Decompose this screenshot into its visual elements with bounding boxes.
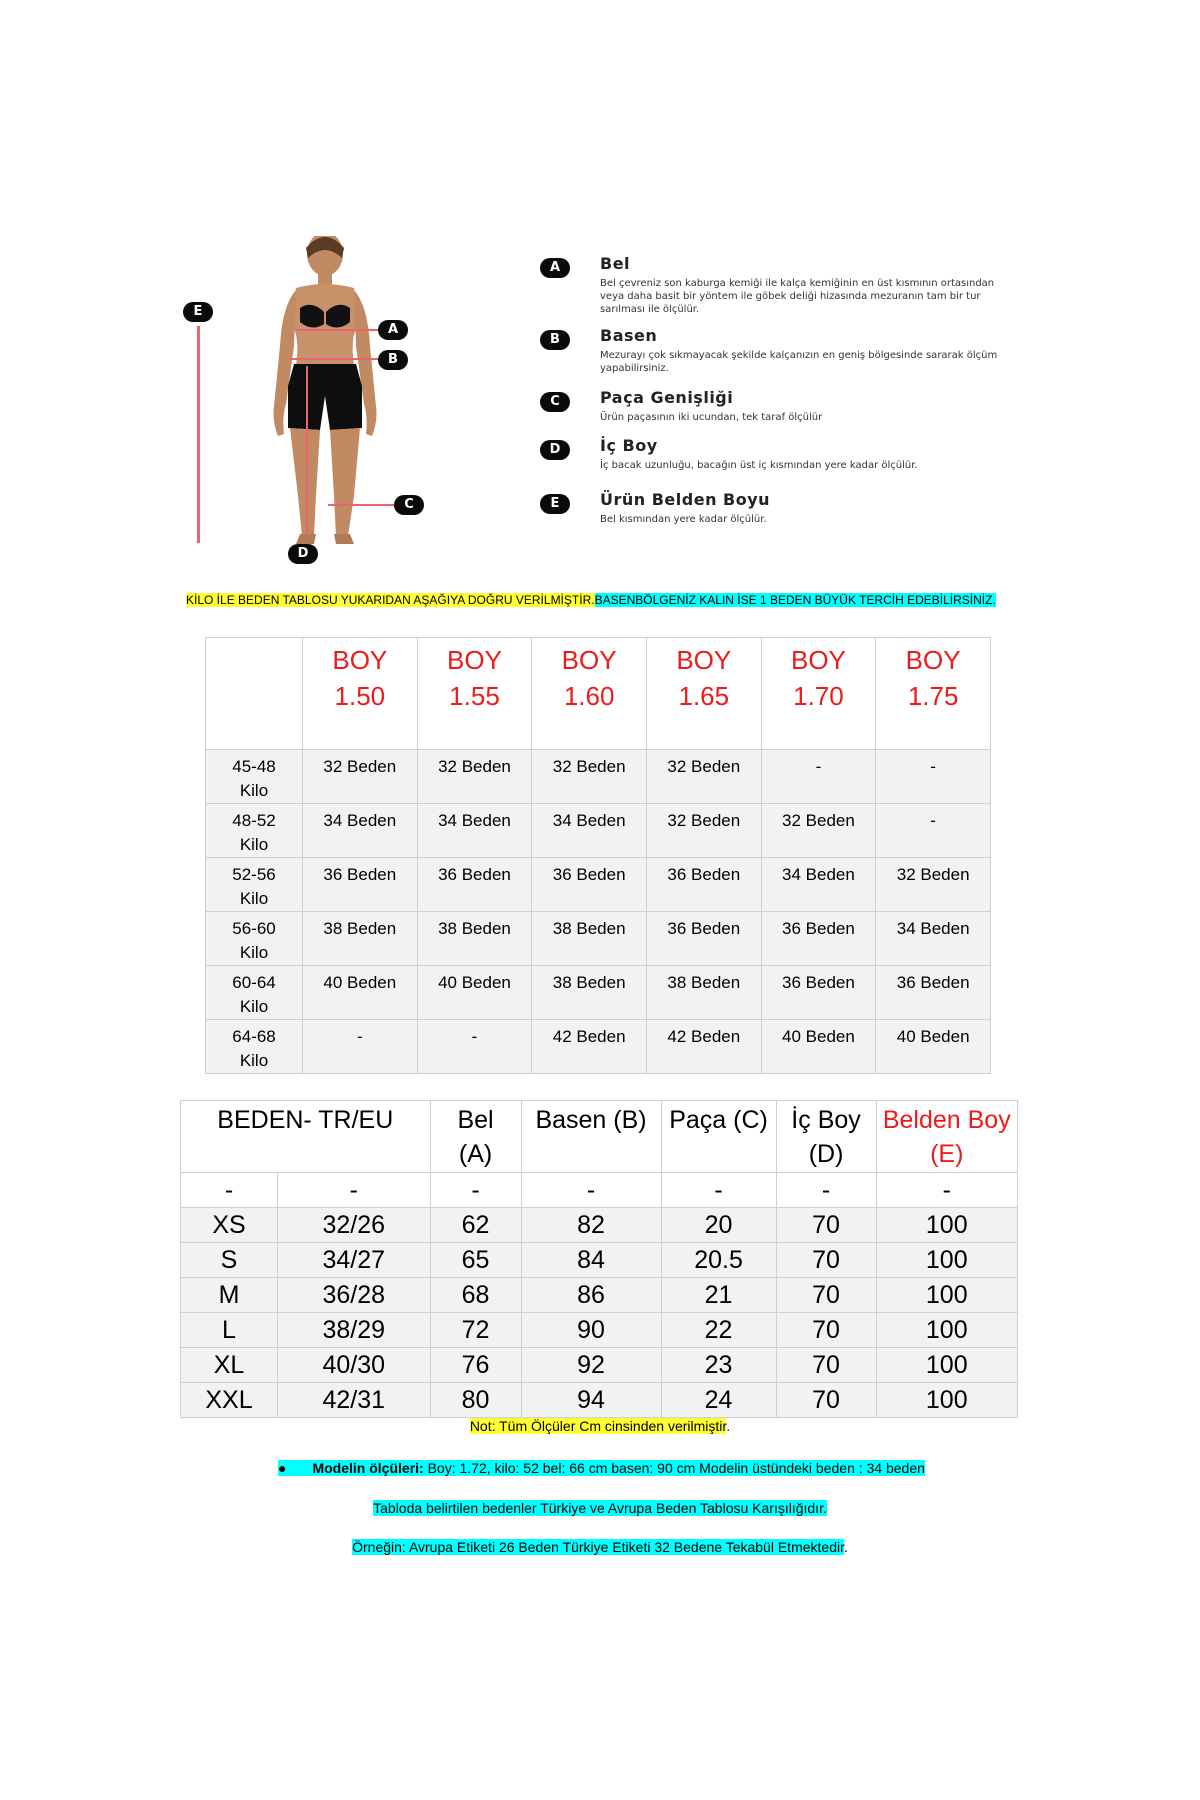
- boy-header: BOY 1.75: [876, 638, 991, 750]
- boy-header: BOY 1.70: [761, 638, 876, 750]
- size-cell: -: [876, 750, 991, 804]
- body-measurement-figure: [178, 236, 414, 566]
- marker-e-icon: E: [183, 302, 213, 322]
- table-row: [206, 858, 991, 912]
- legend-title: Ürün Belden Boyu: [600, 490, 771, 509]
- bullet-icon: ●: [278, 1460, 287, 1476]
- notice-line: [186, 593, 996, 607]
- bel-cell: 62: [430, 1208, 521, 1243]
- paca-cell: 22: [661, 1313, 776, 1348]
- belden-cell: 100: [876, 1208, 1017, 1243]
- size-cell: XL: [181, 1348, 278, 1383]
- size-cell: 32 Beden: [303, 750, 418, 804]
- size-cell: 38 Beden: [646, 966, 761, 1020]
- table-row: [206, 804, 991, 858]
- belden-cell: 100: [876, 1278, 1017, 1313]
- example-note: Örneğin: Avrupa Etiketi 26 Beden Türkiye Etiketi 32 Bedene Tekabül Etmektedir.: [352, 1539, 848, 1555]
- belden-boy-header: Belden Boy (E): [876, 1101, 1017, 1173]
- legend-desc: İç bacak uzunluğu, bacağın üst iç kısmından yere kadar ölçülür.: [600, 460, 918, 471]
- basen-cell: 94: [521, 1383, 661, 1418]
- belden-cell: -: [876, 1173, 1017, 1208]
- size-cell: 40 Beden: [417, 966, 532, 1020]
- legend-item-icboy: [540, 436, 1010, 490]
- size-cell: 40 Beden: [876, 1020, 991, 1074]
- eu-cell: 34/27: [278, 1243, 431, 1278]
- paca-cell: 20: [661, 1208, 776, 1243]
- paca-header: Paça (C): [661, 1101, 776, 1173]
- legend-title: Basen: [600, 326, 658, 345]
- size-cell: 36 Beden: [532, 858, 647, 912]
- legend-e-icon: E: [540, 494, 570, 514]
- table-row: [181, 1313, 1018, 1348]
- bel-header: Bel (A): [430, 1101, 521, 1173]
- eu-cell: -: [278, 1173, 431, 1208]
- icboy-cell: 70: [776, 1208, 876, 1243]
- notice-part-yellow: KİLO İLE BEDEN TABLOSU YUKARIDAN AŞAĞIYA DOĞRU VERİLMİŞTİR.: [186, 593, 595, 607]
- marker-d-icon: D: [288, 544, 318, 564]
- paca-cell: 21: [661, 1278, 776, 1313]
- size-cell: 32 Beden: [417, 750, 532, 804]
- icboy-cell: 70: [776, 1383, 876, 1418]
- size-cell: 38 Beden: [303, 912, 418, 966]
- legend-item-belden-boyu: [540, 490, 1010, 536]
- icboy-cell: -: [776, 1173, 876, 1208]
- legend-desc: Bel kısmından yere kadar ölçülür.: [600, 514, 767, 525]
- size-cell: 40 Beden: [303, 966, 418, 1020]
- size-cell: -: [303, 1020, 418, 1074]
- belden-cell: 100: [876, 1383, 1017, 1418]
- legend-item-paca: [540, 388, 1010, 436]
- basen-cell: 90: [521, 1313, 661, 1348]
- kilo-cell: 56-60 Kilo: [206, 912, 303, 966]
- table-row: [206, 750, 991, 804]
- legend-title: Paça Genişliği: [600, 388, 734, 407]
- eu-cell: 32/26: [278, 1208, 431, 1243]
- size-cell: 34 Beden: [303, 804, 418, 858]
- eu-cell: 42/31: [278, 1383, 431, 1418]
- boy-header: BOY 1.55: [417, 638, 532, 750]
- size-cell: -: [417, 1020, 532, 1074]
- size-cell: 34 Beden: [876, 912, 991, 966]
- belden-cell: 100: [876, 1348, 1017, 1383]
- icboy-cell: 70: [776, 1278, 876, 1313]
- measurement-legend: [540, 254, 1010, 536]
- paca-cell: 20.5: [661, 1243, 776, 1278]
- size-cell: 38 Beden: [532, 966, 647, 1020]
- table-row: [181, 1173, 1018, 1208]
- marker-b-icon: B: [378, 350, 408, 370]
- size-cell: 32 Beden: [761, 804, 876, 858]
- size-cell: 32 Beden: [532, 750, 647, 804]
- size-cell: 42 Beden: [532, 1020, 647, 1074]
- kilo-cell: 64-68 Kilo: [206, 1020, 303, 1074]
- size-cell: -: [761, 750, 876, 804]
- basen-cell: 86: [521, 1278, 661, 1313]
- table-row: [181, 1348, 1018, 1383]
- table-header-row: [206, 638, 991, 750]
- kilo-cell: 48-52 Kilo: [206, 804, 303, 858]
- size-cell: 36 Beden: [303, 858, 418, 912]
- size-cell: -: [876, 804, 991, 858]
- size-cell: 34 Beden: [417, 804, 532, 858]
- size-measurement-table: [180, 1100, 1018, 1418]
- notice-part-cyan: BASENBÖLGENİZ KALIN İSE 1 BEDEN BÜYÜK TERCİH EDEBİLİRSİNİZ.: [594, 593, 996, 607]
- size-cell: 36 Beden: [876, 966, 991, 1020]
- kilo-cell: 52-56 Kilo: [206, 858, 303, 912]
- model-measurements-note: [278, 1460, 925, 1476]
- measure-line-e: [197, 326, 200, 543]
- belden-cell: 100: [876, 1243, 1017, 1278]
- size-cell: 32 Beden: [646, 750, 761, 804]
- paca-cell: 23: [661, 1348, 776, 1383]
- boy-header: BOY 1.50: [303, 638, 418, 750]
- icboy-header: İç Boy (D): [776, 1101, 876, 1173]
- size-cell: 36 Beden: [646, 858, 761, 912]
- boy-header: BOY 1.65: [646, 638, 761, 750]
- basen-cell: 82: [521, 1208, 661, 1243]
- size-cell: 34 Beden: [761, 858, 876, 912]
- eu-cell: 36/28: [278, 1278, 431, 1313]
- table-row: [206, 1020, 991, 1074]
- size-cell: XXL: [181, 1383, 278, 1418]
- size-cell: 34 Beden: [532, 804, 647, 858]
- model-silhouette: [178, 236, 408, 566]
- legend-item-basen: [540, 326, 1010, 388]
- table-row: [181, 1383, 1018, 1418]
- paca-cell: 24: [661, 1383, 776, 1418]
- paca-cell: -: [661, 1173, 776, 1208]
- table-row: [206, 912, 991, 966]
- kilo-cell: 45-48 Kilo: [206, 750, 303, 804]
- table-row: [181, 1243, 1018, 1278]
- bel-cell: 76: [430, 1348, 521, 1383]
- bel-cell: 72: [430, 1313, 521, 1348]
- weight-height-size-table: [205, 637, 991, 1074]
- legend-desc: Mezurayı çok sıkmayacak şekilde kalçanızın en geniş bölgesinde sararak ölçüm yapabilirsiniz.: [600, 350, 998, 374]
- table-header-row: [181, 1101, 1018, 1173]
- eu-cell: 38/29: [278, 1313, 431, 1348]
- basen-header: Basen (B): [521, 1101, 661, 1173]
- basen-cell: -: [521, 1173, 661, 1208]
- table-corner-cell: [206, 638, 303, 750]
- table-row: [206, 966, 991, 1020]
- bel-cell: 68: [430, 1278, 521, 1313]
- size-cell: 32 Beden: [646, 804, 761, 858]
- belden-cell: 100: [876, 1313, 1017, 1348]
- size-cell: 32 Beden: [876, 858, 991, 912]
- size-cell: 40 Beden: [761, 1020, 876, 1074]
- legend-b-icon: B: [540, 330, 570, 350]
- size-cell: 36 Beden: [761, 912, 876, 966]
- basen-cell: 92: [521, 1348, 661, 1383]
- icboy-cell: 70: [776, 1348, 876, 1383]
- size-cell: 36 Beden: [761, 966, 876, 1020]
- size-cell: 36 Beden: [417, 858, 532, 912]
- basen-cell: 84: [521, 1243, 661, 1278]
- size-cell: M: [181, 1278, 278, 1313]
- legend-c-icon: C: [540, 392, 570, 412]
- measure-line-d: [306, 366, 308, 536]
- bel-cell: -: [430, 1173, 521, 1208]
- legend-title: Bel: [600, 254, 631, 273]
- legend-title: İç Boy: [600, 436, 658, 455]
- size-cell: 36 Beden: [646, 912, 761, 966]
- bel-cell: 65: [430, 1243, 521, 1278]
- legend-a-icon: A: [540, 258, 570, 278]
- size-cell: -: [181, 1173, 278, 1208]
- size-cell: S: [181, 1243, 278, 1278]
- beden-header: BEDEN- TR/EU: [181, 1101, 431, 1173]
- size-cell: 38 Beden: [417, 912, 532, 966]
- marker-c-icon: C: [394, 495, 424, 515]
- legend-desc: Bel çevreniz son kaburga kemiği ile kalça kemiğinin en üst kısmının ortasından veya daha basit bir yöntem ile göbek deliği hizasında mezuranın tam bir tur sarılması ile ölçülür.: [600, 278, 995, 315]
- size-cell: 42 Beden: [646, 1020, 761, 1074]
- units-note: Not: Tüm Ölçüler Cm cinsinden verilmiştir.: [469, 1418, 731, 1434]
- table-row: [181, 1278, 1018, 1313]
- table-correspondence-note: Tabloda belirtilen bedenler Türkiye ve Avrupa Beden Tablosu Karışılığıdır.: [373, 1500, 827, 1516]
- marker-a-icon: A: [378, 320, 408, 340]
- boy-header: BOY 1.60: [532, 638, 647, 750]
- kilo-cell: 60-64 Kilo: [206, 966, 303, 1020]
- model-text: Boy: 1.72, kilo: 52 bel: 66 cm basen: 90 cm Modelin üstündeki beden : 34 beden: [423, 1460, 925, 1476]
- table-row: [181, 1208, 1018, 1243]
- icboy-cell: 70: [776, 1313, 876, 1348]
- bel-cell: 80: [430, 1383, 521, 1418]
- eu-cell: 40/30: [278, 1348, 431, 1383]
- icboy-cell: 70: [776, 1243, 876, 1278]
- size-cell: 38 Beden: [532, 912, 647, 966]
- legend-d-icon: D: [540, 440, 570, 460]
- legend-item-bel: [540, 254, 1010, 315]
- size-cell: XS: [181, 1208, 278, 1243]
- legend-desc: Ürün paçasının iki ucundan, tek taraf ölçülür: [600, 412, 823, 423]
- model-label: Modelin ölçüleri:: [312, 1460, 424, 1476]
- size-cell: L: [181, 1313, 278, 1348]
